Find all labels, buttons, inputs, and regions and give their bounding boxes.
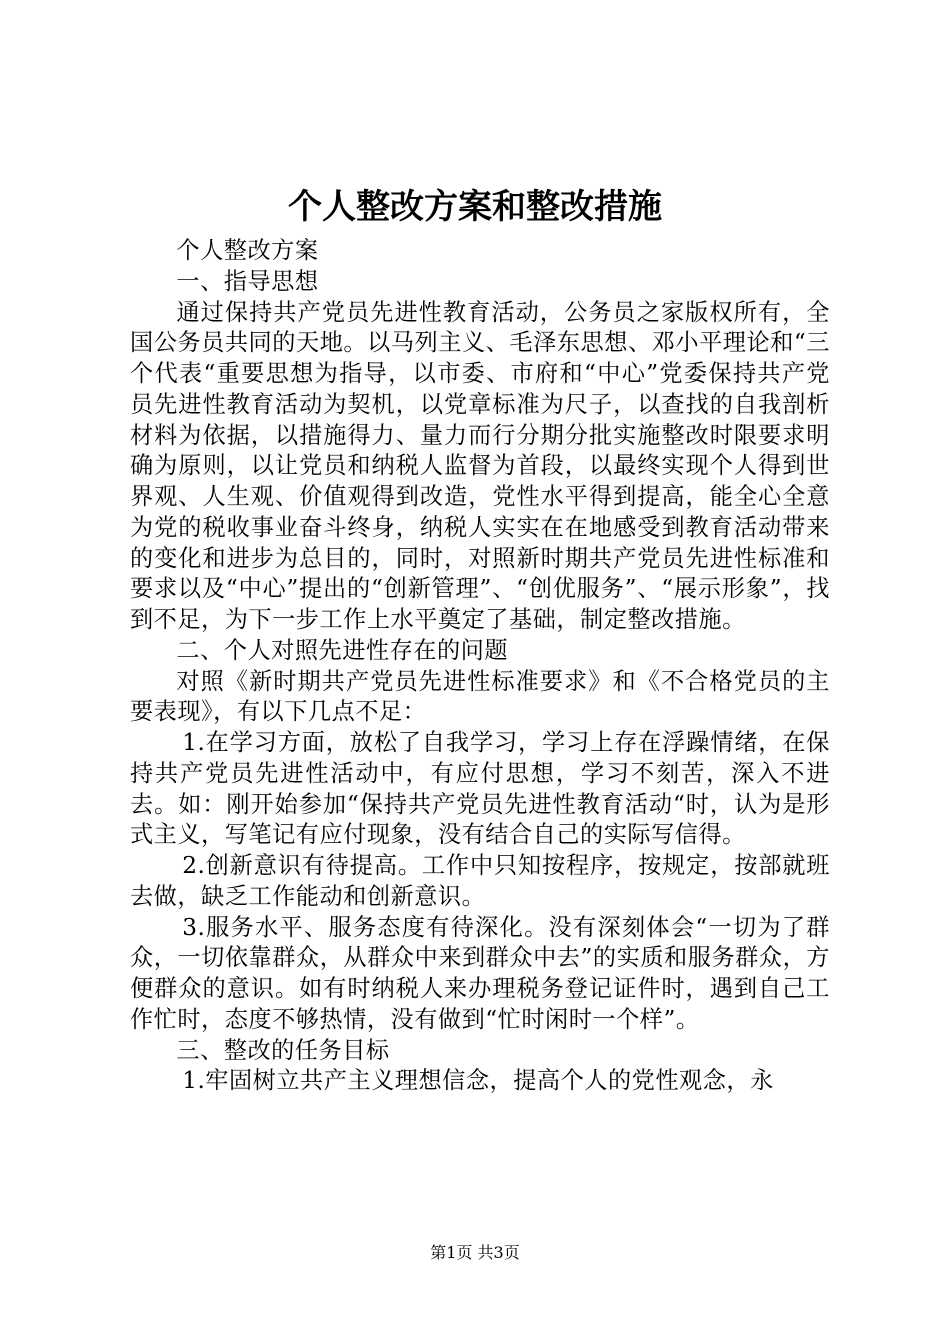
list-item-innovation: 2.创新意识有待提高。工作中只知按程序，按规定，按部就班去做，缺乏工作能动和创新意识。 (130, 852, 830, 910)
section-heading-plan: 个人整改方案 (176, 237, 319, 264)
list-item-learning: 1.在学习方面，放松了自我学习，学习上存在浮躁情绪，在保持共产党员先进性活动中，有应付思想，学习不刻苦，深入不进去。如：刚开始参加“保持共产党员先进性教育活动“时，认为是形式主义，写笔记有应付现象，没有结合自己的实际写信得。 (130, 729, 830, 849)
document-body (130, 236, 830, 1097)
page-number: 第1页 共3页 (430, 1243, 520, 1262)
paragraph-guiding-thought: 通过保持共产党员先进性教育活动，公务员之家版权所有，全国公务员共同的天地。以马列主义、毛泽东思想、邓小平理论和“三个代表“重要思想为指导，以市委、市府和“中心”党委保持共产党员先进性教育活动为契机，以党章标准为尺子，以查找的自我剖析材料为依据，以措施得力、量力而行分期分批实施整改时限要求明确为原则，以让党员和纳税人监督为首段，以最终实现个人得到世界观、人生观、价值观得到改造，党性水平得到提高，能全心全意为党的税收事业奋斗终身，纳税人实实在在地感受到教育活动带来的变化和进步为总目的，同时，对照新时期共产党员先进性标准和要求以及“中心”提出的“创新管理”、“创优服务”、“展示形象”，找到不足，为下一步工作上水平奠定了基础，制定整改措施。 (130, 298, 830, 633)
list-item-service: 3.服务水平、服务态度有待深化。没有深刻体会“一切为了群众，一切依靠群众，从群众中来到群众中去”的实质和服务群众，方便群众的意识。如有时纳税人来办理税务登记证件时，遇到自己工作忙时，态度不够热情，没有做到“忙时闲时一个样”。 (130, 913, 830, 1033)
section-heading-guiding-thought: 一、指导思想 (176, 267, 319, 295)
section-heading-problems: 二、个人对照先进性存在的问题 (176, 636, 509, 664)
list-item-goal-1: 1.牢固树立共产主义理想信念，提高个人的党性观念，永 (182, 1067, 774, 1095)
document-title: 个人整改方案和整改措施 (288, 187, 662, 227)
section-heading-goals: 三、整改的任务目标 (176, 1036, 390, 1064)
paragraph-problems-intro: 对照《新时期共产党员先进性标准要求》和《不合格党员的主要表现》，有以下几点不足： (130, 667, 830, 726)
